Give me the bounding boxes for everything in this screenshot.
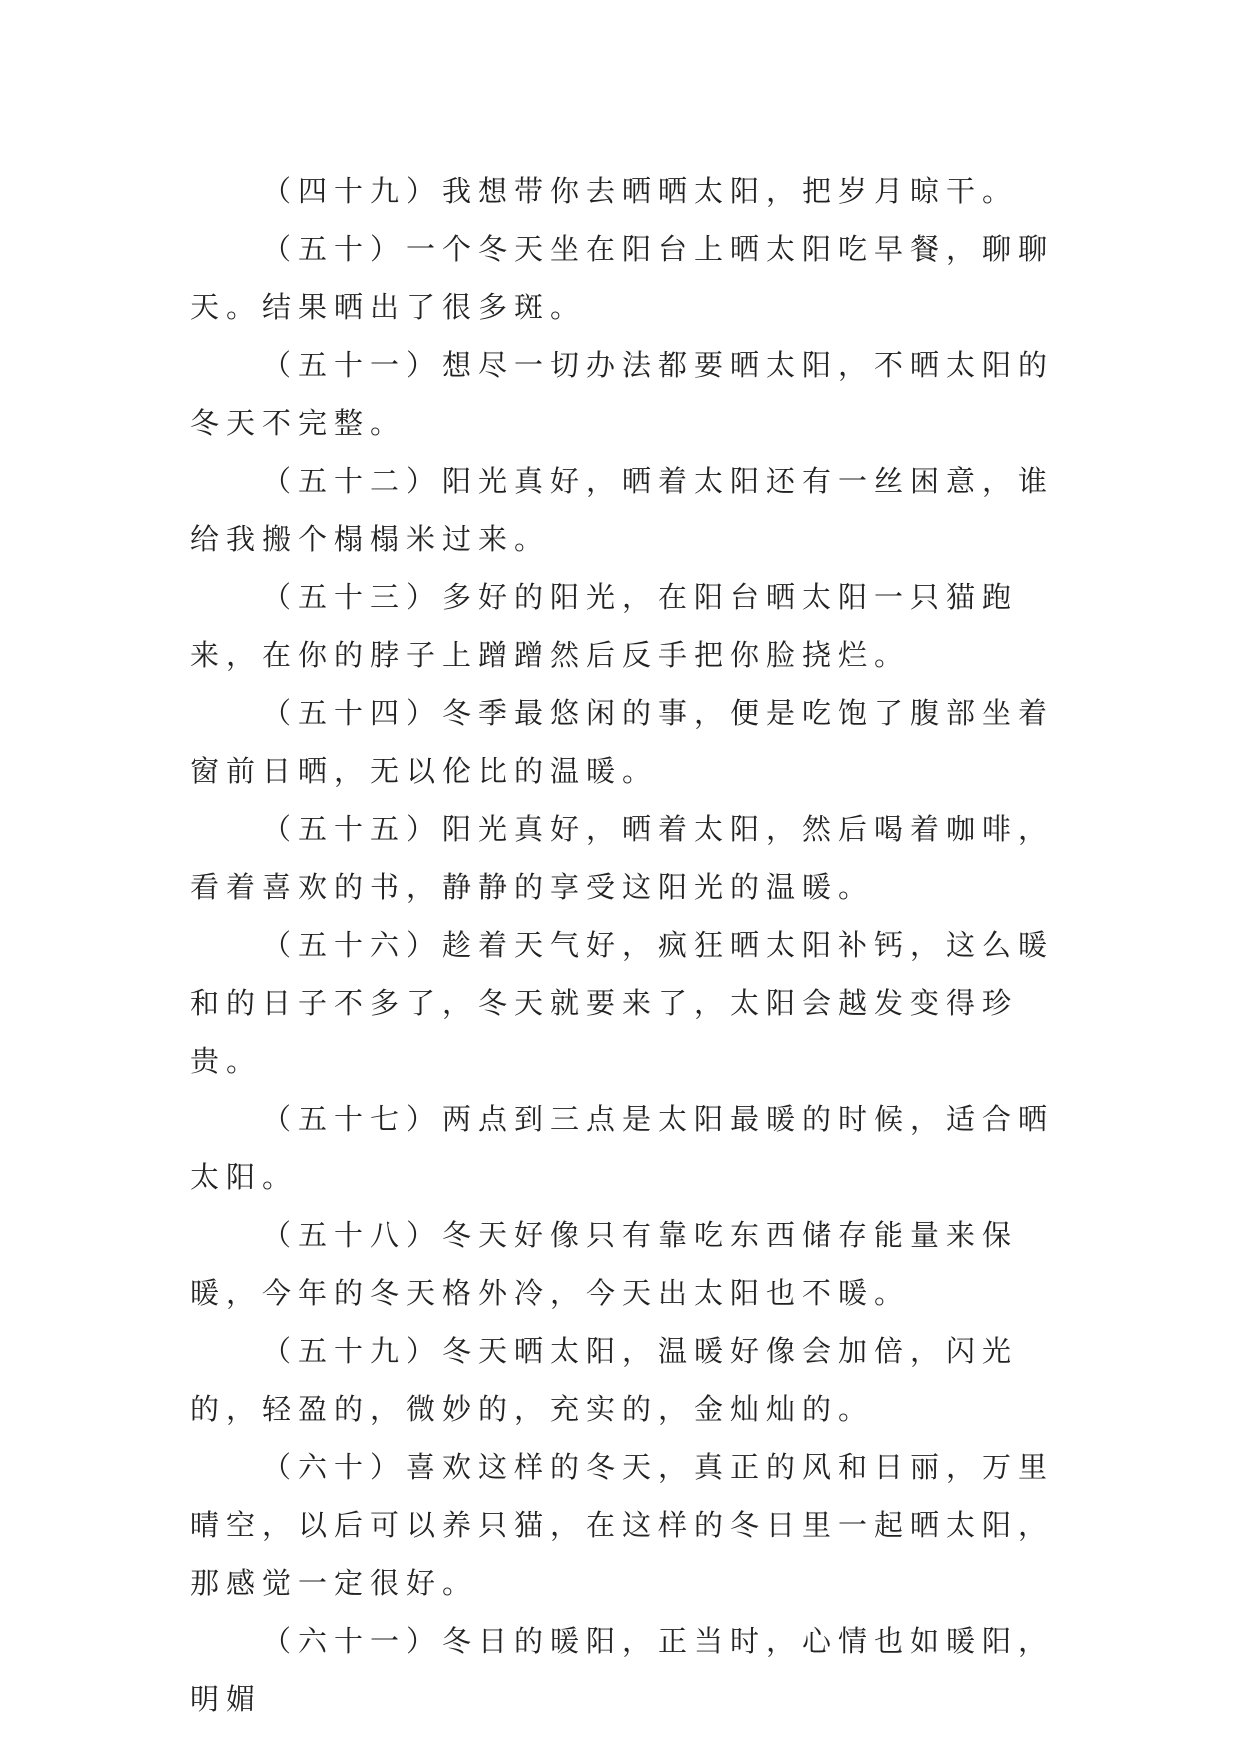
- paragraph-54: （五十四）冬季最悠闲的事，便是吃饱了腹部坐着窗前日晒，无以伦比的温暖。: [190, 696, 1055, 788]
- paragraph-55: （五十五）阳光真好，晒着太阳，然后喝着咖啡，看着喜欢的书，静静的享受这阳光的温暖。: [190, 812, 1055, 904]
- paragraph-60: （六十）喜欢这样的冬天，真正的风和日丽，万里晴空，以后可以养只猫，在这样的冬日里一起晒太阳，那感觉一定很好。: [190, 1450, 1055, 1600]
- document-body: [190, 162, 1070, 1728]
- paragraph-50: （五十）一个冬天坐在阳台上晒太阳吃早餐，聊聊天。结果晒出了很多斑。: [190, 232, 1055, 324]
- paragraph-57: （五十七）两点到三点是太阳最暖的时候，适合晒太阳。: [190, 1102, 1055, 1194]
- paragraph-61: （六十一）冬日的暖阳，正当时，心情也如暖阳，明媚: [190, 1624, 1055, 1716]
- paragraph-53: （五十三）多好的阳光，在阳台晒太阳一只猫跑来，在你的脖子上蹭蹭然后反手把你脸挠烂。: [190, 580, 1019, 672]
- paragraph-56: （五十六）趁着天气好，疯狂晒太阳补钙，这么暖和的日子不多了，冬天就要来了，太阳会越发变得珍贵。: [190, 928, 1055, 1078]
- paragraph-52: （五十二）阳光真好，晒着太阳还有一丝困意，谁给我搬个榻榻米过来。: [190, 464, 1055, 556]
- paragraph-51: （五十一）想尽一切办法都要晒太阳，不晒太阳的冬天不完整。: [190, 348, 1055, 440]
- paragraph-49: （四十九）我想带你去晒晒太阳，把岁月晾干。: [262, 174, 1019, 208]
- paragraph-58: （五十八）冬天好像只有靠吃东西储存能量来保暖，今年的冬天格外冷，今天出太阳也不暖。: [190, 1218, 1019, 1310]
- paragraph-59: （五十九）冬天晒太阳，温暖好像会加倍，闪光的，轻盈的，微妙的，充实的，金灿灿的。: [190, 1334, 1019, 1426]
